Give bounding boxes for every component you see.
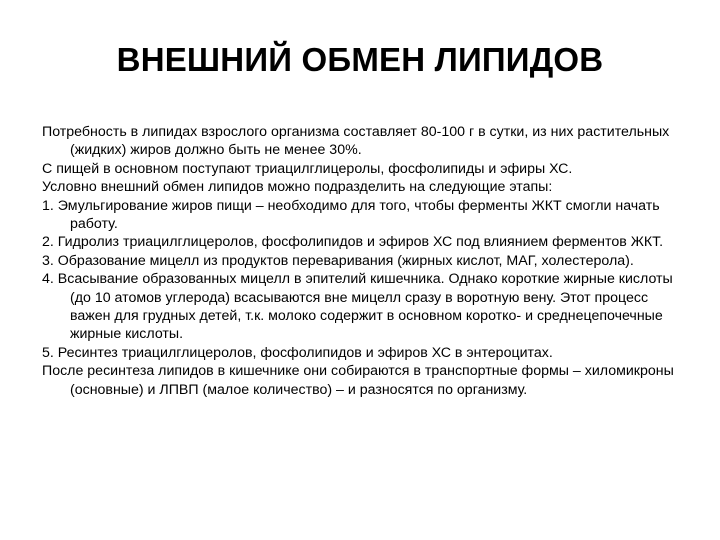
slide-title: ВНЕШНИЙ ОБМЕН ЛИПИДОВ (116, 41, 604, 78)
paragraph-stage-3: 3. Образование мицелл из продуктов переваривания (жирных кислот, МАГ, холестерола). (42, 252, 634, 269)
paragraph-transport-forms: После ресинтеза липидов в кишечнике они собираются в транспортные формы – хиломикроны (основные) и ЛПВП (малое количество) – и разносятся по организму. (42, 363, 674, 398)
paragraph-stage-4: 4. Всасывание образованных мицелл в эпителий кишечника. Однако короткие жирные кислоты (до 10 атомов углерода) всасываются вне мицелл сразу в воротную вену. Этот процесс важен для грудных детей, т.к. молоко содержит в основном коротко- и среднецепочечные жирные кислоты. (42, 271, 673, 343)
paragraph-stages-intro: Условно внешний обмен липидов можно подразделить на следующие этапы: (42, 179, 553, 196)
paragraph-stage-2: 2. Гидролиз триацилглицеролов, фосфолипидов и эфиров ХС под влиянием ферментов ЖКТ. (42, 234, 664, 251)
paragraph-lipid-requirement: Потребность в липидах взрослого организма составляет 80-100 г в сутки, из них растительных (жидких) жиров должно быть не менее 30%. (42, 124, 670, 159)
paragraph-stage-1: 1. Эмульгирование жиров пищи – необходимо для того, чтобы ферменты ЖКТ смогли начать работу. (42, 197, 660, 233)
paragraph-stage-5: 5. Ресинтез триацилглицеролов, фосфолипидов и эфиров ХС в энтероцитах. (42, 344, 553, 361)
paragraph-food-intake: С пищей в основном поступают триацилглицеролы, фосфолипиды и эфиры ХС. (42, 160, 573, 177)
slide-body (42, 123, 690, 399)
